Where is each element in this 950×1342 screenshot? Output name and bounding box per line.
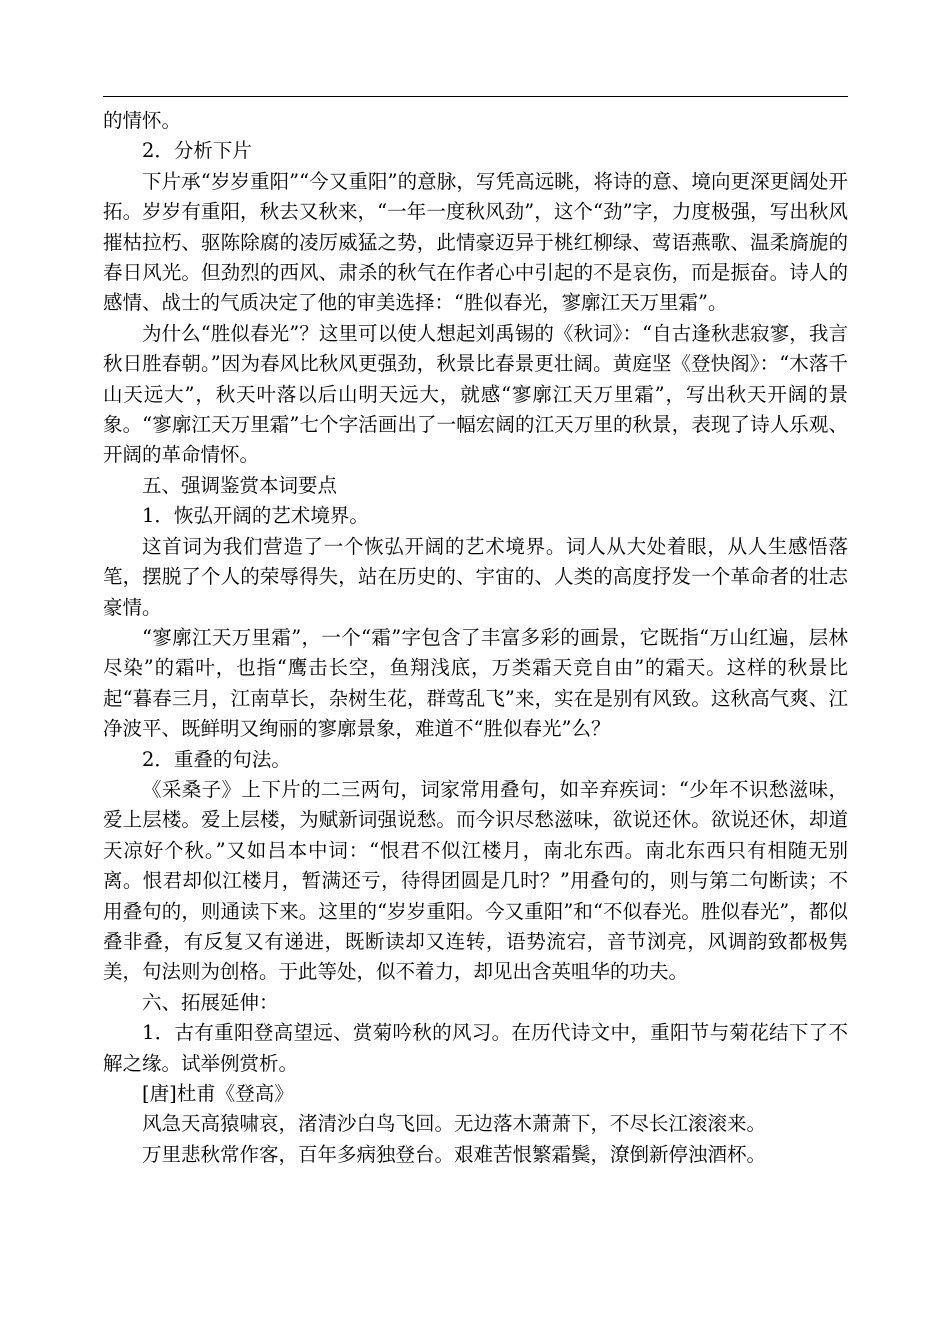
paragraph: “寥廓江天万里霜”，一个“霜”字包含了丰富多彩的画景，它既指“万山红遍，层林尽染”的霜叶，也指“鹰击长空，鱼翔浅底，万类霜天竞自由”的霜天。这样的秋景比起“暮春三月，江南草长，杂树生花，群莺乱飞”来，实在是别有风致。这秋高气爽、江净波平、既鲜明又绚丽的寥廓景象，难道不“胜似春光”么？ [103,625,848,741]
paragraph: 的情怀。 [103,109,182,132]
document-body [103,106,848,1170]
paragraph: 下片承“岁岁重阳”“今又重阳”的意脉，写凭高远眺，将诗的意、境向更深更阔处开拓。岁岁有重阳，秋去又秋来，“一年一度秋风劲”，这个“劲”字，力度极强，写出秋风摧枯拉朽、驱陈除腐的凌厉威猛之势，此情豪迈异于桃红柳绿、莺语燕歌、温柔旖旎的春日风光。但劲烈的西风、肃杀的秋气在作者心中引起的不是哀伤，而是振奋。诗人的感情、战士的气质决定了他的审美选择：“胜似春光，寥廓江天万里霜”。 [103,169,848,315]
poem-line: 风急天高猿啸哀，渚清沙白鸟飞回。无边落木萧萧下，不尽长江滚滚来。 [142,1112,767,1136]
subheading-artistic-realm: 1．恢弘开阔的艺术境界。 [142,504,369,528]
poem-line: 万里悲秋常作客，百年多病独登台。艰难苦恨繁霜鬓，潦倒新停浊酒杯。 [142,1142,767,1166]
subheading-repetition-syntax: 2．重叠的句法。 [142,747,291,771]
paragraph: 《采桑子》上下片的二三两句，词家常用叠句，如辛弃疾词：“少年不识愁滋味，爱上层楼。爱上层楼，为赋新词强说愁。而今识尽愁滋味，欲说还休。欲说还休，却道天凉好个秋。”又如吕本中词：“恨君不似江楼月，南北东西。南北东西只有相随无别离。恨君却似江楼月，暂满还亏，待得团圆是几时？”用叠句的，则与第二句断读；不用叠句的，则通读下来。这里的“岁岁重阳。今又重阳”和“不似春光。胜似春光”，都似叠非叠，有反复又有递进，既断读却又连转，语势流宕，音节浏亮，风调韵致都极隽美，句法则为创格。于此等处，似不着力，却见出含英咀华的功夫。 [103,777,848,984]
poem-title: [唐]杜甫《登高》 [142,1082,294,1105]
paragraph: 这首词为我们营造了一个恢弘开阔的艺术境界。词人从大处着眼，从人生感悟落笔，摆脱了个人的荣辱得失，站在历史的、宇宙的、人类的高度抒发一个革命者的壮志豪情。 [103,534,848,619]
paragraph: 1．古有重阳登高望远、赏菊吟秋的风习。在历代诗文中，重阳节与菊花结下了不解之缘。试举例赏析。 [103,1021,848,1075]
paragraph: 为什么“胜似春光”？这里可以使人想起刘禹锡的《秋词》：“自古逢秋悲寂寥，我言秋日胜春朝。”因为春风比秋风更强劲，秋景比春景更壮阔。黄庭坚《登快阁》：“木落千山天远大”，秋天叶落以后山明天远大，就感“寥廓江天万里霜”，写出秋天开阔的景象。“寥廓江天万里霜”七个字活画出了一幅宏阔的江天万里的秋景，表现了诗人乐观、开阔的革命情怀。 [103,321,848,467]
section-heading-appreciation-points: 五、强调鉴赏本词要点 [142,473,338,497]
section-heading-extension: 六、拓展延伸： [142,990,279,1014]
header-rule [103,96,848,97]
section-heading-analyze-second-stanza: 2．分析下片 [142,139,252,163]
